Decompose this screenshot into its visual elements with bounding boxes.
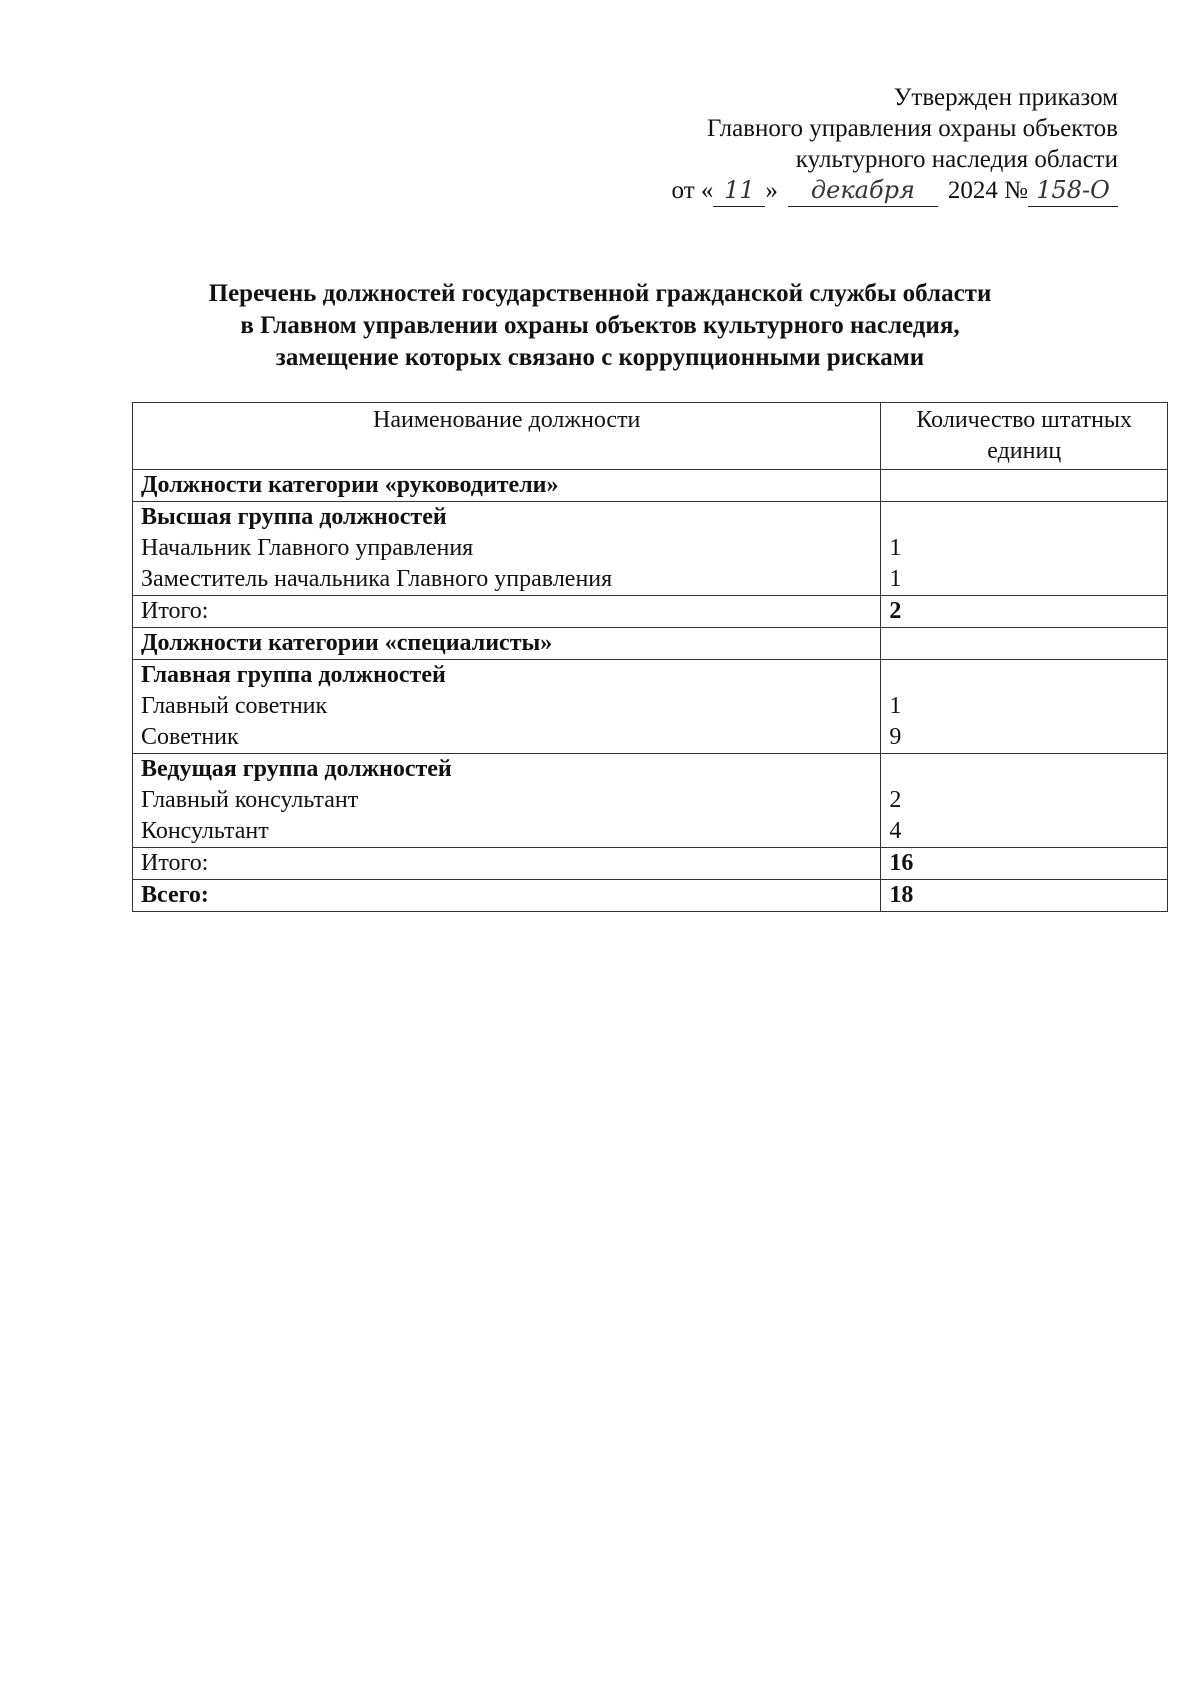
approval-line-1: Утвержден приказом (893, 84, 1118, 111)
title-line-3: замещение которых связано с коррупционными рисками (275, 344, 925, 371)
group-main-counts (881, 660, 1168, 754)
handwritten-number: 158-О (1028, 175, 1118, 207)
group-highest-counts (881, 502, 1168, 596)
subtotal-label: Итого: (133, 848, 881, 880)
table-row (133, 880, 1168, 912)
position-name: Советник (141, 724, 239, 750)
title-line-1: Перечень должностей государственной гражданской службы области (208, 280, 992, 307)
group-main-cell (133, 660, 881, 754)
empty-cell (881, 470, 1168, 502)
category-leaders: Должности категории «руководители» (133, 470, 881, 502)
header-staff-count: Количество штатных единиц (881, 403, 1168, 470)
position-count: 9 (889, 724, 902, 750)
year-number-label: 2024 № (947, 177, 1028, 204)
header-position-name: Наименование должности (133, 403, 881, 470)
table-header-row (133, 403, 1168, 470)
position-name: Главный советник (141, 693, 328, 719)
position-name: Главный консультант (141, 787, 359, 813)
position-name: Консультант (141, 818, 269, 844)
group-highest: Высшая группа должностей (141, 504, 447, 530)
position-count: 4 (889, 818, 902, 844)
spacer (889, 502, 1159, 533)
subtotal-value: 2 (881, 596, 1168, 628)
table-row (133, 596, 1168, 628)
table-row (133, 502, 1168, 596)
spacer (889, 660, 1159, 691)
category-specialists: Должности категории «специалисты» (133, 628, 881, 660)
position-count: 2 (889, 787, 902, 813)
handwritten-month: декабря (788, 175, 938, 207)
close-quote: » (765, 177, 778, 204)
document-title (150, 278, 1050, 374)
position-count: 1 (889, 693, 902, 719)
total-value: 18 (881, 880, 1168, 912)
approval-date-line (498, 175, 1118, 207)
table-row (133, 660, 1168, 754)
subtotal-label: Итого: (133, 596, 881, 628)
spacer (889, 754, 1159, 785)
subtotal-value: 16 (881, 848, 1168, 880)
table-row (133, 628, 1168, 660)
position-name: Начальник Главного управления (141, 535, 474, 561)
approval-line-3: культурного наследия области (795, 146, 1118, 173)
group-main: Главная группа должностей (141, 662, 446, 688)
group-highest-cell (133, 502, 881, 596)
from-label: от « (671, 177, 714, 204)
total-label: Всего: (133, 880, 881, 912)
group-leading: Ведущая группа должностей (141, 756, 452, 782)
table-row (133, 754, 1168, 848)
approval-block (498, 82, 1118, 207)
table-row (133, 470, 1168, 502)
position-name: Заместитель начальника Главного управления (141, 566, 613, 592)
approval-line-2: Главного управления охраны объектов (707, 115, 1118, 142)
position-count: 1 (889, 566, 902, 592)
position-count: 1 (889, 535, 902, 561)
positions-table (132, 402, 1168, 912)
empty-cell (881, 628, 1168, 660)
table-row (133, 848, 1168, 880)
title-line-2: в Главном управлении охраны объектов культурного наследия, (240, 312, 960, 339)
handwritten-day: 11 (713, 175, 765, 207)
group-leading-counts (881, 754, 1168, 848)
group-leading-cell (133, 754, 881, 848)
